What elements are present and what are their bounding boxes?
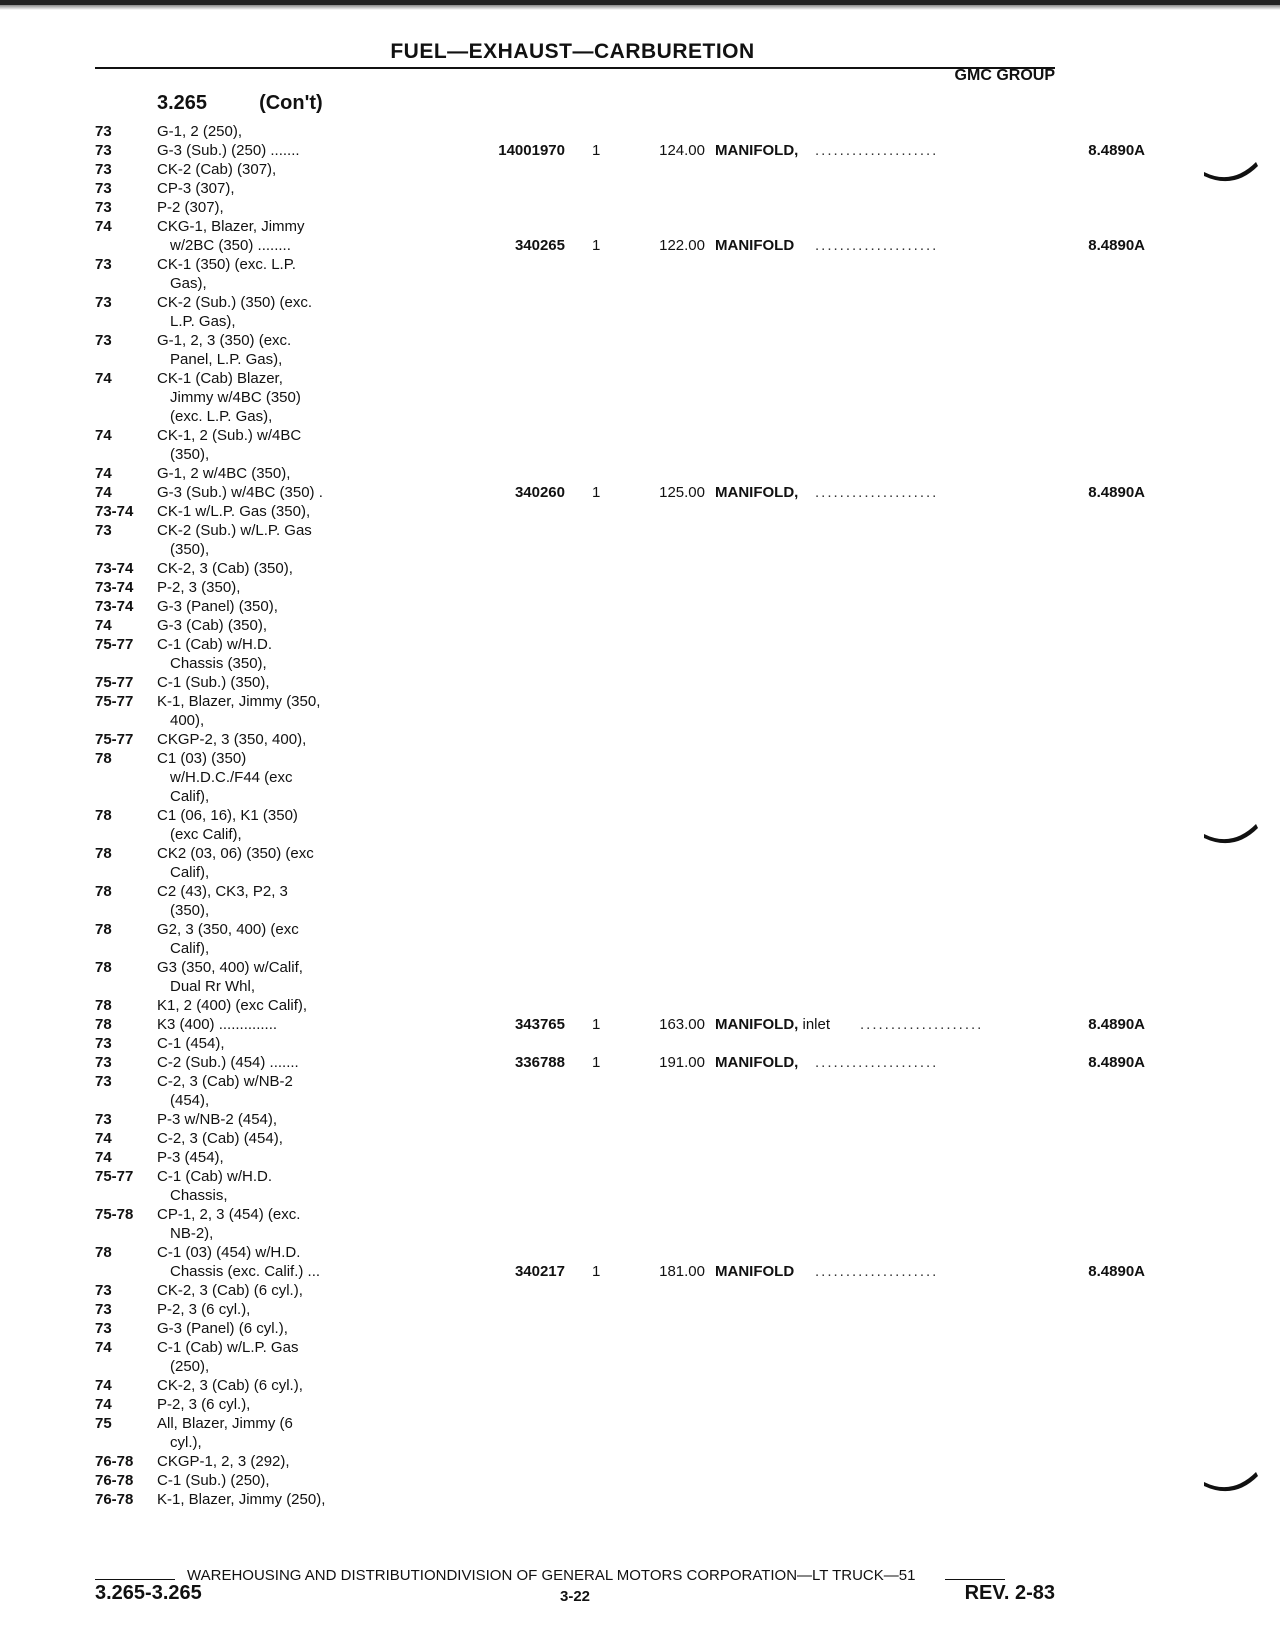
description-line: C-2, 3 (Cab) (454),	[157, 1130, 283, 1147]
model-year: 75-77	[95, 731, 134, 748]
revision-label: REV. 2-83	[964, 1582, 1055, 1604]
description-line: (350),	[170, 446, 210, 463]
part-name-main: MANIFOLD	[715, 1263, 795, 1280]
table-row	[95, 1471, 1075, 1490]
model-year: 73	[95, 161, 112, 178]
table-row	[95, 1205, 1075, 1243]
description-line: Jimmy w/4BC (350)	[170, 389, 301, 406]
table-row	[95, 1034, 1075, 1053]
application-description	[157, 597, 278, 616]
part-name	[715, 1015, 830, 1034]
description-line: K-1, Blazer, Jimmy (250),	[157, 1491, 326, 1508]
description-line: L.P. Gas),	[170, 313, 236, 330]
group-code: 8.4890A	[1088, 237, 1145, 254]
description-line: Chassis,	[170, 1187, 228, 1204]
model-year: 73-74	[95, 579, 134, 596]
footer-rule-right	[945, 1579, 1005, 1580]
description-line: C1 (06, 16), K1 (350)	[157, 807, 298, 824]
description-line: Calif),	[170, 940, 210, 957]
model-year: 73	[95, 332, 112, 349]
description-line: CK-2, 3 (Cab) (6 cyl.),	[157, 1282, 303, 1299]
description-line: P-2, 3 (350),	[157, 579, 241, 596]
table-row	[95, 1015, 1145, 1034]
leader-dots: ....................	[815, 142, 939, 159]
application-description	[157, 1395, 250, 1414]
model-year: 75-77	[95, 693, 134, 710]
model-year: 74	[95, 465, 112, 482]
leader-dots: ....................	[815, 237, 939, 254]
group-code: 8.4890A	[1088, 1016, 1145, 1033]
page-title: FUEL—EXHAUST—CARBURETION	[390, 40, 755, 63]
table-row	[95, 749, 1075, 806]
scan-top-edge	[0, 0, 1280, 10]
model-year: 78	[95, 807, 112, 824]
application-description	[157, 1053, 299, 1072]
model-year: 75-78	[95, 1206, 134, 1223]
table-row	[95, 426, 1075, 464]
model-year: 74	[95, 1339, 112, 1356]
description-line: G-1, 2 (250),	[157, 123, 243, 140]
model-year: 74	[95, 1396, 112, 1413]
description-line: C-2 (Sub.) (454) .......	[157, 1054, 299, 1071]
group-code: 8.4890A	[1088, 142, 1145, 159]
table-row	[95, 1319, 1075, 1338]
application-description	[157, 882, 288, 920]
part-number: 343765	[514, 1016, 565, 1033]
model-year: 76-78	[95, 1472, 134, 1489]
model-year: 76-78	[95, 1453, 134, 1470]
description-line: w/H.D.C./F44 (exc	[170, 769, 293, 786]
quantity: 1	[592, 237, 601, 254]
table-row	[95, 483, 1145, 502]
description-line: Panel, L.P. Gas),	[170, 351, 283, 368]
model-year: 74	[95, 1130, 112, 1147]
model-year: 73-74	[95, 503, 134, 520]
application-description	[157, 122, 242, 141]
description-line: (350),	[170, 541, 210, 558]
description-line: (250),	[170, 1358, 210, 1375]
table-row	[95, 616, 1075, 635]
application-description	[157, 806, 298, 844]
group-code: 8.4890A	[1088, 1054, 1145, 1071]
table-row	[95, 958, 1075, 996]
description-line: C1 (03) (350)	[157, 750, 247, 767]
description-line: G2, 3 (350, 400) (exc	[157, 921, 299, 938]
part-name-main: MANIFOLD,	[715, 142, 799, 159]
application-description	[157, 1490, 325, 1509]
table-row	[95, 692, 1075, 730]
table-row	[95, 1072, 1075, 1110]
table-row	[95, 1300, 1075, 1319]
description-line: C-1 (Cab) w/H.D.	[157, 636, 273, 653]
model-year: 73	[95, 522, 112, 539]
description-line: G3 (350, 400) w/Calif,	[157, 959, 303, 976]
leader-dots: ....................	[815, 1054, 939, 1071]
table-row	[95, 920, 1075, 958]
application-description	[157, 1243, 320, 1281]
model-year: 73	[95, 1054, 112, 1071]
application-description	[157, 673, 270, 692]
table-row	[95, 369, 1075, 426]
parts-list	[95, 122, 1145, 1509]
description-line: (454),	[170, 1092, 210, 1109]
table-row	[95, 1110, 1075, 1129]
model-year: 78	[95, 959, 112, 976]
description-line: CK-2, 3 (Cab) (6 cyl.),	[157, 1377, 303, 1394]
application-description	[157, 1110, 277, 1129]
description-line: G-3 (Sub.) (250) .......	[157, 142, 300, 159]
leader-dots: ....................	[815, 1263, 939, 1280]
model-year: 78	[95, 921, 112, 938]
part-name	[715, 1262, 794, 1281]
model-year: 73	[95, 294, 112, 311]
table-row	[95, 1129, 1075, 1148]
application-description	[157, 1319, 288, 1338]
description-line: (exc Calif),	[170, 826, 242, 843]
price: 122.00	[659, 237, 705, 254]
part-name	[715, 1053, 798, 1072]
description-line: C2 (43), CK3, P2, 3	[157, 883, 288, 900]
quantity: 1	[592, 484, 601, 501]
quantity: 1	[592, 1054, 601, 1071]
group-label: GMC GROUP	[954, 67, 1055, 84]
application-description	[157, 1338, 298, 1376]
application-description	[157, 958, 303, 996]
application-description	[157, 1148, 224, 1167]
table-row	[95, 844, 1075, 882]
application-description	[157, 1072, 293, 1110]
model-year: 73	[95, 1111, 112, 1128]
table-row	[95, 1243, 1145, 1281]
application-description	[157, 844, 314, 882]
model-year: 75	[95, 1415, 112, 1432]
table-row	[95, 331, 1075, 369]
model-year: 73	[95, 1073, 112, 1090]
part-name	[715, 236, 794, 255]
price: 191.00	[659, 1054, 705, 1071]
table-row	[95, 198, 1075, 217]
description-line: CK2 (03, 06) (350) (exc	[157, 845, 314, 862]
application-description	[157, 331, 291, 369]
table-row	[95, 673, 1075, 692]
footer-division-text: WAREHOUSING AND DISTRIBUTIONDIVISION OF GENERAL MOTORS CORPORATION—LT TRUCK—51	[187, 1567, 916, 1584]
application-description	[157, 920, 299, 958]
description-line: C-1 (454),	[157, 1035, 225, 1052]
table-row	[95, 160, 1075, 179]
part-number: 14001970	[498, 142, 565, 159]
footer-rule-left	[95, 1579, 175, 1580]
description-line: C-1 (Sub.) (250),	[157, 1472, 270, 1489]
application-description	[157, 616, 267, 635]
description-line: P-2 (307),	[157, 199, 224, 216]
table-row	[95, 578, 1075, 597]
table-row	[95, 255, 1075, 293]
description-line: C-1 (03) (454) w/H.D.	[157, 1244, 301, 1261]
part-name-main: MANIFOLD,	[715, 1016, 799, 1033]
price: 125.00	[659, 484, 705, 501]
description-line: C-1 (Cab) w/H.D.	[157, 1168, 273, 1185]
application-description	[157, 1167, 272, 1205]
quantity: 1	[592, 1263, 601, 1280]
description-line: C-2, 3 (Cab) w/NB-2	[157, 1073, 293, 1090]
application-description	[157, 730, 306, 749]
application-description	[157, 141, 300, 160]
description-line: Calif),	[170, 864, 210, 881]
application-description	[157, 1129, 283, 1148]
table-row	[95, 1414, 1075, 1452]
model-year: 78	[95, 1244, 112, 1261]
table-row	[95, 1053, 1145, 1072]
application-description	[157, 1205, 300, 1243]
application-description	[157, 293, 312, 331]
header-rule	[95, 67, 1055, 69]
application-description	[157, 1034, 225, 1053]
description-line: All, Blazer, Jimmy (6	[157, 1415, 293, 1432]
application-description	[157, 521, 312, 559]
table-row	[95, 1281, 1075, 1300]
part-name-main: MANIFOLD	[715, 237, 795, 254]
table-row	[95, 1148, 1075, 1167]
description-line: P-2, 3 (6 cyl.),	[157, 1301, 251, 1318]
table-row	[95, 141, 1145, 160]
application-description	[157, 749, 293, 806]
table-row	[95, 1167, 1075, 1205]
description-line: CKGP-1, 2, 3 (292),	[157, 1453, 290, 1470]
description-line: K3 (400) ..............	[157, 1016, 278, 1033]
model-year: 74	[95, 218, 112, 235]
part-number: 340217	[514, 1263, 565, 1280]
model-year: 76-78	[95, 1491, 134, 1508]
description-line: (350),	[170, 902, 210, 919]
application-description	[157, 426, 301, 464]
model-year: 73-74	[95, 560, 134, 577]
model-year: 78	[95, 883, 112, 900]
application-description	[157, 464, 290, 483]
description-line: K1, 2 (400) (exc Calif),	[157, 997, 308, 1014]
quantity: 1	[592, 1016, 601, 1033]
table-row	[95, 1452, 1075, 1471]
model-year: 78	[95, 1016, 112, 1033]
application-description	[157, 160, 276, 179]
description-line: CKGP-2, 3 (350, 400),	[157, 731, 307, 748]
description-line: Chassis (exc. Calif.) ...	[170, 1263, 321, 1280]
description-line: CK-2 (Sub.) (350) (exc.	[157, 294, 313, 311]
application-description	[157, 369, 301, 426]
page-range: 3.265-3.265	[95, 1582, 202, 1604]
description-line: P-3 w/NB-2 (454),	[157, 1111, 278, 1128]
description-line: C-1 (Sub.) (350),	[157, 674, 270, 691]
description-line: G-3 (Sub.) w/4BC (350) .	[157, 484, 323, 501]
application-description	[157, 255, 296, 293]
description-line: G-1, 2 w/4BC (350),	[157, 465, 291, 482]
description-line: CK-2 (Sub.) w/L.P. Gas	[157, 522, 312, 539]
application-description	[157, 1414, 293, 1452]
description-line: K-1, Blazer, Jimmy (350,	[157, 693, 321, 710]
model-year: 73	[95, 1035, 112, 1052]
table-row	[95, 996, 1075, 1015]
section-number: 3.265	[157, 92, 208, 114]
model-year: 78	[95, 750, 112, 767]
table-row	[95, 597, 1075, 616]
description-line: CK-1 (350) (exc. L.P.	[157, 256, 296, 273]
description-line: Gas),	[170, 275, 207, 292]
table-row	[95, 882, 1075, 920]
application-description	[157, 502, 310, 521]
application-description	[157, 996, 307, 1015]
description-line: Calif),	[170, 788, 210, 805]
application-description	[157, 559, 293, 578]
description-line: G-3 (Panel) (6 cyl.),	[157, 1320, 288, 1337]
application-description	[157, 1300, 250, 1319]
application-description	[157, 1452, 290, 1471]
description-line: CKG-1, Blazer, Jimmy	[157, 218, 305, 235]
group-code: 8.4890A	[1088, 484, 1145, 501]
price: 124.00	[659, 142, 705, 159]
table-row	[95, 635, 1075, 673]
price: 181.00	[659, 1263, 705, 1280]
model-year: 73-74	[95, 598, 134, 615]
model-year: 74	[95, 617, 112, 634]
model-year: 73	[95, 180, 112, 197]
table-row	[95, 293, 1075, 331]
price: 163.00	[659, 1016, 705, 1033]
part-number: 336788	[514, 1054, 565, 1071]
binder-tick-icon	[1202, 822, 1260, 848]
model-year: 75-77	[95, 674, 134, 691]
description-line: (exc. L.P. Gas),	[170, 408, 273, 425]
description-line: CP-3 (307),	[157, 180, 235, 197]
part-name-qualifier: inlet	[798, 1016, 831, 1033]
table-row	[95, 1490, 1075, 1509]
page-number: 3-22	[560, 1588, 591, 1605]
model-year: 74	[95, 1377, 112, 1394]
description-line: CK-2 (Cab) (307),	[157, 161, 277, 178]
group-code: 8.4890A	[1088, 1263, 1145, 1280]
model-year: 75-77	[95, 636, 134, 653]
application-description	[157, 1015, 277, 1034]
application-description	[157, 198, 224, 217]
table-row	[95, 502, 1075, 521]
description-line: P-2, 3 (6 cyl.),	[157, 1396, 251, 1413]
section-heading	[157, 92, 323, 115]
description-line: 400),	[170, 712, 205, 729]
table-row	[95, 122, 1075, 141]
model-year: 73	[95, 1301, 112, 1318]
leader-dots: ....................	[860, 1016, 984, 1033]
description-line: P-3 (454),	[157, 1149, 224, 1166]
part-number: 340260	[514, 484, 565, 501]
application-description	[157, 692, 320, 730]
model-year: 73	[95, 1320, 112, 1337]
model-year: 73	[95, 123, 112, 140]
table-row	[95, 806, 1075, 844]
description-line: CK-1 w/L.P. Gas (350),	[157, 503, 311, 520]
model-year: 73	[95, 199, 112, 216]
model-year: 74	[95, 1149, 112, 1166]
description-line: cyl.),	[170, 1434, 202, 1451]
table-row	[95, 464, 1075, 483]
description-line: G-1, 2, 3 (350) (exc.	[157, 332, 292, 349]
table-row	[95, 559, 1075, 578]
model-year: 74	[95, 427, 112, 444]
description-line: CP-1, 2, 3 (454) (exc.	[157, 1206, 301, 1223]
section-continued: (Con't)	[259, 92, 323, 114]
leader-dots: ....................	[815, 484, 939, 501]
description-line: w/2BC (350) ........	[170, 237, 291, 254]
table-row	[95, 217, 1145, 255]
part-name	[715, 141, 798, 160]
part-name	[715, 483, 798, 502]
application-description	[157, 1471, 270, 1490]
table-row	[95, 179, 1075, 198]
table-row	[95, 1376, 1075, 1395]
application-description	[157, 217, 305, 255]
table-row	[95, 1395, 1075, 1414]
model-year: 75-77	[95, 1168, 134, 1185]
application-description	[157, 483, 323, 502]
binder-tick-icon	[1202, 160, 1260, 186]
description-line: G-3 (Panel) (350),	[157, 598, 278, 615]
quantity: 1	[592, 142, 601, 159]
application-description	[157, 635, 272, 673]
part-number: 340265	[514, 237, 565, 254]
model-year: 73	[95, 142, 112, 159]
binder-tick-icon	[1202, 1470, 1260, 1496]
application-description	[157, 179, 235, 198]
table-row	[95, 521, 1075, 559]
application-description	[157, 578, 240, 597]
description-line: Dual Rr Whl,	[170, 978, 256, 995]
application-description	[157, 1376, 303, 1395]
table-row	[95, 1338, 1075, 1376]
description-line: CK-1 (Cab) Blazer,	[157, 370, 283, 387]
description-line: CK-1, 2 (Sub.) w/4BC	[157, 427, 302, 444]
description-line: G-3 (Cab) (350),	[157, 617, 268, 634]
application-description	[157, 1281, 303, 1300]
description-line: NB-2),	[170, 1225, 214, 1242]
part-name-main: MANIFOLD,	[715, 1054, 799, 1071]
description-line: Chassis (350),	[170, 655, 267, 672]
description-line: C-1 (Cab) w/L.P. Gas	[157, 1339, 299, 1356]
model-year: 74	[95, 370, 112, 387]
model-year: 74	[95, 484, 112, 501]
model-year: 78	[95, 997, 112, 1014]
model-year: 73	[95, 1282, 112, 1299]
table-row	[95, 730, 1075, 749]
model-year: 73	[95, 256, 112, 273]
part-name-main: MANIFOLD,	[715, 484, 799, 501]
footer-division	[95, 1567, 1005, 1584]
model-year: 78	[95, 845, 112, 862]
description-line: CK-2, 3 (Cab) (350),	[157, 560, 293, 577]
